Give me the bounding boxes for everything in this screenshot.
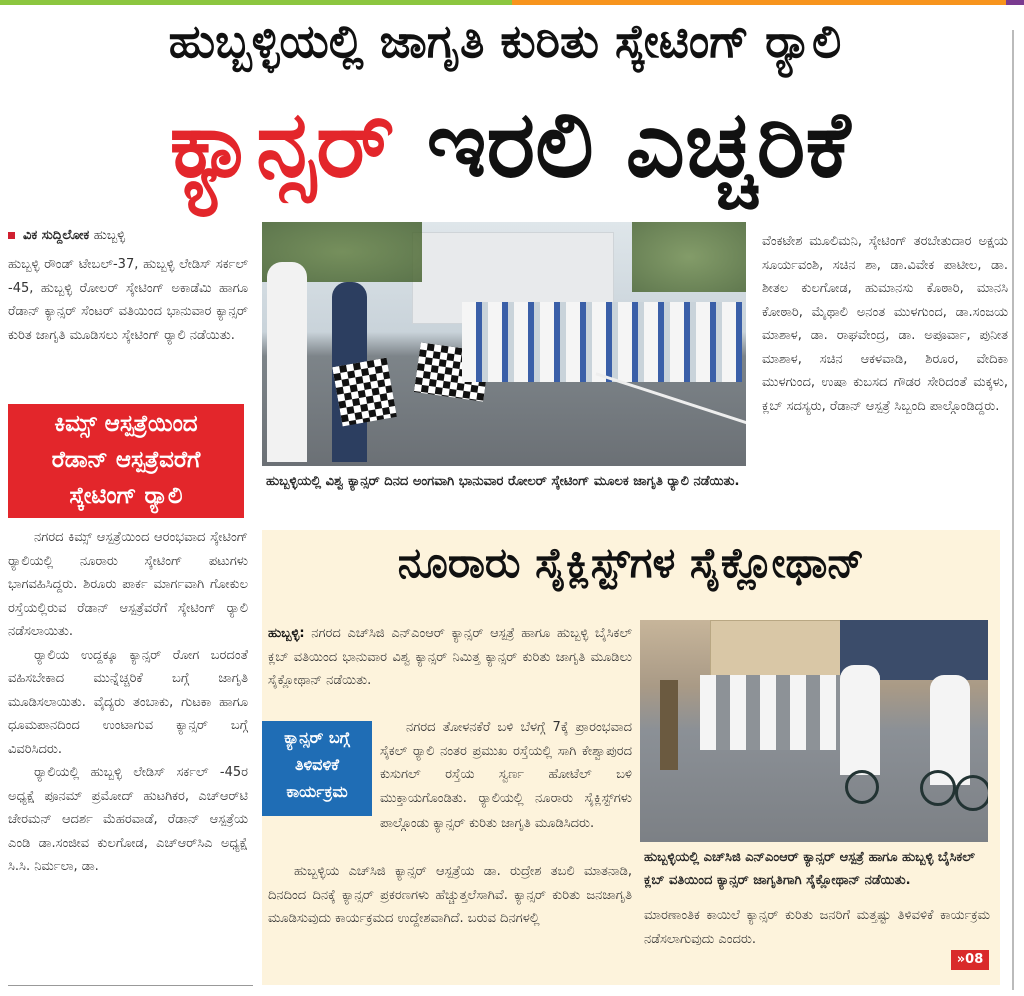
bicycle-wheel <box>845 770 879 804</box>
photo1-caption: ಹುಬ್ಬಳ್ಳಿಯಲ್ಲಿ ವಿಶ್ವ ಕ್ಯಾನ್ಸರ್ ದಿನದ ಅಂಗವಾಗಿ ಭಾನುವಾರ ರೋಲರ್ ಸ್ಕೇಟಿಂಗ್ ಮೂಲಕ ಜಾಗೃತಿ ರ‍್ಯಾಲಿ ನಡೆಯಿತು. <box>266 474 740 489</box>
cyclist <box>930 675 970 785</box>
paragraph: ನಗರದ ತೋಳನಕೆರೆ ಬಳಿ ಬೆಳಗ್ಗೆ 7ಕ್ಕೆ ಪ್ರಾರಂಭವಾದ ಸೈಕಲ್ ರ‍್ಯಾಲಿ ನಂತರ ಪ್ರಮುಖ ರಸ್ತೆಯಲ್ಲಿ ಸಾಗಿ ಕೇಶ್ವಾಪುರದ ಕುಸುಗಲ್ ರಸ್ತೆಯ ಸ್ವರ್ಣ ಹೋಟೆಲ್ ಬಳಿ ಮುಕ್ತಾಯಗೊಂಡಿತು. ರ‍್ಯಾಲಿಯಲ್ಲಿ ನೂರಾರು ಸೈಕ್ಲಿಸ್ಟ್‌ಗಳು <box>380 720 632 806</box>
trees <box>632 222 746 292</box>
kicker-headline: ಹುಬ್ಬಳ್ಳಿಯಲ್ಲಿ ಜಾಗೃತಿ ಕುರಿತು ಸ್ಕೇಟಿಂಗ್ ರ‍್ಯಾಲಿ <box>168 14 842 68</box>
story1-body-right <box>762 230 1008 418</box>
headline-red-part: ಕ್ಯಾನ್ಸರ್ <box>169 91 395 198</box>
byline-source: ವಿಕ ಸುದ್ದಿಲೋಕ <box>23 228 90 243</box>
subhead-line: ಕ್ಯಾನ್ಸರ್ ಬಗ್ಗೆ <box>284 728 350 747</box>
person <box>267 262 307 462</box>
headline-black-part: ಇರಲಿ ಎಚ್ಚರಿಕೆ <box>426 91 851 198</box>
paragraph: ಮಾರಣಾಂತಿಕ ಕಾಯಿಲೆ ಕ್ಯಾನ್ಸರ್ ಕುರಿತು ಜನರಿಗೆ ಮತ್ತಷ್ಟು ತಿಳಿವಳಿಕೆ ಕಾರ್ಯಕ್ರಮ ನಡೆಸಲಾಗುವುದು ಎಂದರು. <box>644 908 990 947</box>
story2-closing <box>644 904 990 951</box>
byline <box>8 228 125 243</box>
paragraph: ರ‍್ಯಾಲಿಯಲ್ಲಿ ಹುಬ್ಬಳ್ಳಿ ಲೇಡಿಸ್ ಸರ್ಕಲ್ -45ರ ಅಧ್ಯಕ್ಷೆ ಪೂನಮ್ ಪ್ರಮೋದ್ ಹುಟಗಿಕರ, ಎಚ್‌ಆರ್‌ಟಿ ಚೇರಮನ್ ಆದರ್ಶ ಮೆಹರವಾಡೆ, ರೆಡಾನ್ ಆಸ್ಪತ್ರೆಯ ಎಂಡಿ ಡಾ.ಸಂಜೀವ ಕುಲಗೋಡ, ಎಚ್‌ಆರ್‌ಸಿಎ ಅಧ್ಯಕ್ಷೆ ಸಿ.ಸಿ. ನಿರ್ಮಲಾ, ಡಾ. <box>8 765 248 874</box>
checkered-flag <box>332 358 397 427</box>
byline-place: ಹುಬ್ಬಳ್ಳಿ <box>93 228 126 243</box>
column-rule <box>8 985 253 986</box>
subhead-line: ಸ್ಕೇಟಿಂಗ್ ರ‍್ಯಾಲಿ <box>69 483 183 509</box>
paragraph: ವೆಂಕಟೇಶ ಮೂಲಿಮನಿ, ಸ್ಕೇಟಿಂಗ್ ತರಬೇತುದಾರ ಅಕ್ಷಯ ಸೂರ್ಯವಂಶಿ, ಸಚಿನ ಶಾ, ಡಾ.ವಿವೇಕ ಪಾಟೀಲ, ಡಾ. ಶೀತಲ ಕುಲಗೋಡ, ಹುಮಾನಸು ಕೊಠಾರಿ, ಮಾನಸಿ ಕೋಠಾರಿ, ಮೈಥಾಲಿ ಅನಂತ ಮುಳಗುಂದ, ಡಾ.ಸಂಜಯ ಮಾಶಾಳ, ಡಾ. ರಾಘವೇಂದ್ರ, ಡಾ. ಅಪೂರ್ವಾ, ಪುನೀತ ಮಾಶಾಳ, ಸಚಿನ ಆಕಳವಾಡಿ, ಶಿರೂರ, ವೇದಿಕಾ ಮುಳಗುಂದ, ಉಷಾ ಕುಬಸದ ಗೌಡರ ಸೇರಿದಂತೆ ಮಕ್ಕಳು, ಕ್ಲಬ್ ಸದಸ್ಯರು, ರೆಡಾನ್ ಆಸ್ಪತ್ರೆ ಸಿಬ್ಬಂದಿ ಪಾಲ್ಗೊಂಡಿದ್ದರು. <box>762 234 1008 414</box>
photo2-caption: ಹುಬ್ಬಳ್ಳಿಯಲ್ಲಿ ಎಚ್‌ಸಿಜಿ ಎನ್‌ಎಂಆರ್ ಕ್ಯಾನ್ಸರ್ ಆಸ್ಪತ್ರೆ ಹಾಗೂ ಹುಬ್ಬಳ್ಳಿ ಬೈಸಿಕಲ್ ಕ್ಲಬ್ ವತಿಯಿಂದ ಕ್ಯಾನ್ಸರ್ ಜಾಗೃತಿಗಾಗಿ ಸೈಕ್ಲೋಥಾನ್ ನಡೆಯಿತು. <box>644 850 975 888</box>
top-color-bar-green <box>0 0 512 5</box>
paragraph-continued: ಪಾಲ್ಗೊಂಡು ಕ್ಯಾನ್ಸರ್ ಕುರಿತು ಜಾಗೃತಿ ಮೂಡಿಸಿದರು. <box>380 816 595 831</box>
cyclothon-title: ನೂರಾರು ಸೈಕ್ಲಿಸ್ಟ್‌ಗಳ ಸೈಕ್ಲೋಥಾನ್ <box>397 538 865 587</box>
cyclist <box>840 665 880 775</box>
cyclothon-photo <box>640 620 988 842</box>
story1-intro <box>8 253 248 347</box>
building <box>710 620 852 677</box>
dateline: ಹುಬ್ಬಳ್ಳಿ: <box>268 626 305 641</box>
bullet-square-icon <box>8 232 15 239</box>
paragraph: ನಗರದ ಎಚ್‌ಸಿಜಿ ಎನ್‌ಎಂಆರ್ ಕ್ಯಾನ್ಸರ್ ಆಸ್ಪತ್ರೆ ಹಾಗೂ ಹುಬ್ಬಳ್ಳಿ ಬೈಸಿಕಲ್ ಕ್ಲಬ್ ವತಿಯಿಂದ ಭಾನುವಾರ ವಿಶ್ವ ಕ್ಯಾನ್ಸರ್ ನಿಮಿತ್ತ ಕ್ಯಾನ್ಸರ್ ಕುರಿತು ಜಾಗೃತಿ ಮೂಡಿಲು ಸೈಕ್ಲೋಥಾನ್ ನಡೆಯಿತು. <box>268 626 632 688</box>
story2-para2-bottom <box>268 812 632 860</box>
paragraph: ಹುಬ್ಬಳ್ಳಿ ರೌಂಡ್ ಟೇಬಲ್-37, ಹುಬ್ಬಳ್ಳಿ ಲೇಡಿಸ್ ಸರ್ಕಲ್ -45, ಹುಬ್ಬಳ್ಳಿ ರೋಲರ್ ಸ್ಕೇಟಿಂಗ್ ಅಕಾಡೆಮಿ ಹಾಗೂ ರೆಡಾನ್ ಕ್ಯಾನ್ಸರ್ ಸೆಂಟರ್ ವತಿಯಿಂದ ಭಾನುವಾರ ಕ್ಯಾನ್ಸರ್ ಕುರಿತ ಜಾಗೃತಿ ಮೂಡಿಸಲು ಸ್ಕೇಟಿಂಗ್ ರ‍್ಯಾಲಿ ನಡೆಯಿತು. <box>8 257 248 343</box>
story1-subhead-box <box>8 404 244 518</box>
top-color-bar-orange <box>512 0 1006 5</box>
skaters-group <box>462 302 742 382</box>
story1-body-left <box>8 526 248 879</box>
story2-intro <box>268 622 632 693</box>
story2-para2-top <box>380 716 632 812</box>
continued-page-badge[interactable]: »08 <box>951 950 989 970</box>
bicycle-wheel <box>955 775 988 811</box>
subhead-line: ಕಾರ್ಯಕ್ರಮ <box>286 782 348 801</box>
bicycle-wheel <box>920 770 956 806</box>
story2-body <box>268 860 632 978</box>
paragraph: ರ‍್ಯಾಲಿಯ ಉದ್ದಕ್ಕೂ ಕ್ಯಾನ್ಸರ್ ರೋಗ ಬರದಂತೆ ವಹಿಸಬೇಕಾದ ಮುನ್ನೆಚ್ಚರಿಕೆ ಬಗ್ಗೆ ಜಾಗೃತಿ ಮೂಡಿಸಲಾಯಿತು. ವೈದ್ಯರು ತಂಬಾಕು, ಗುಟಕಾ ಹಾಗೂ ಧೂಮಪಾನದಿಂದ ಉಂಟಾಗುವ ಕ್ಯಾನ್ಸರ್ ಬಗ್ಗೆ ವಿವರಿಸಿದರು. <box>8 647 248 757</box>
top-color-bar-purple <box>1006 0 1024 5</box>
page-edge-divider <box>1012 30 1014 990</box>
skating-rally-photo <box>262 222 746 466</box>
story2-subhead-box <box>262 721 372 816</box>
subhead-line: ರೆಡಾನ್ ಆಸ್ಪತ್ರೆವರೆಗೆ <box>51 447 201 473</box>
paragraph: ಹುಬ್ಬಳ್ಳಿಯ ಎಚ್‌ಸಿಜಿ ಕ್ಯಾನ್ಸರ್ ಆಸ್ಪತ್ರೆಯ ಡಾ. ರುದ್ರೇಶ ತಬಲಿ ಮಾತನಾಡಿ, ದಿನದಿಂದ ದಿನಕ್ಕೆ ಕ್ಯಾನ್ಸರ್ ಪ್ರಕರಣಗಳು ಹೆಚ್ಚುತ್ತಲೆಸಾಗಿವೆ. ಕ್ಯಾನ್ಸರ್ ಕುರಿತು ಜನಜಾಗೃತಿ ಮೂಡಿಸುವುದು ಕಾರ್ಯಕ್ರಮದ ಉದ್ದೇಶವಾಗಿದೆ. ಬರುವ ದಿನಗಳಲ್ಲಿ <box>268 864 632 926</box>
subhead-line: ಕಿಮ್ಸ್ ಆಸ್ಪತ್ರೆಯಿಂದ <box>54 411 198 437</box>
main-headline <box>10 85 1010 205</box>
pedestrian <box>660 680 678 770</box>
paragraph: ನಗರದ ಕಿಮ್ಸ್ ಆಸ್ಪತ್ರೆಯಿಂದ ಆರಂಭವಾದ ಸ್ಕೇಟಿಂಗ್ ರ‍್ಯಾಲಿಯಲ್ಲಿ ನೂರಾರು ಸ್ಕೇಟಿಂಗ್ ಪಟುಗಳು ಭಾಗವಹಿಸಿದ್ದರು. ಶಿರೂರು ಪಾರ್ಕ ಮಾರ್ಗವಾಗಿ ಗೋಕುಲ ರಸ್ತೆಯಲ್ಲಿರುವ ರೆಡಾನ್ ಆಸ್ಪತ್ರೆವರೆಗೆ ಸ್ಕೇಟಿಂಗ್ ರ‍್ಯಾಲಿ ನಡೆಸಲಾಯಿತು. <box>8 530 248 639</box>
subhead-line: ತಿಳಿವಳಿಕೆ <box>294 755 340 774</box>
